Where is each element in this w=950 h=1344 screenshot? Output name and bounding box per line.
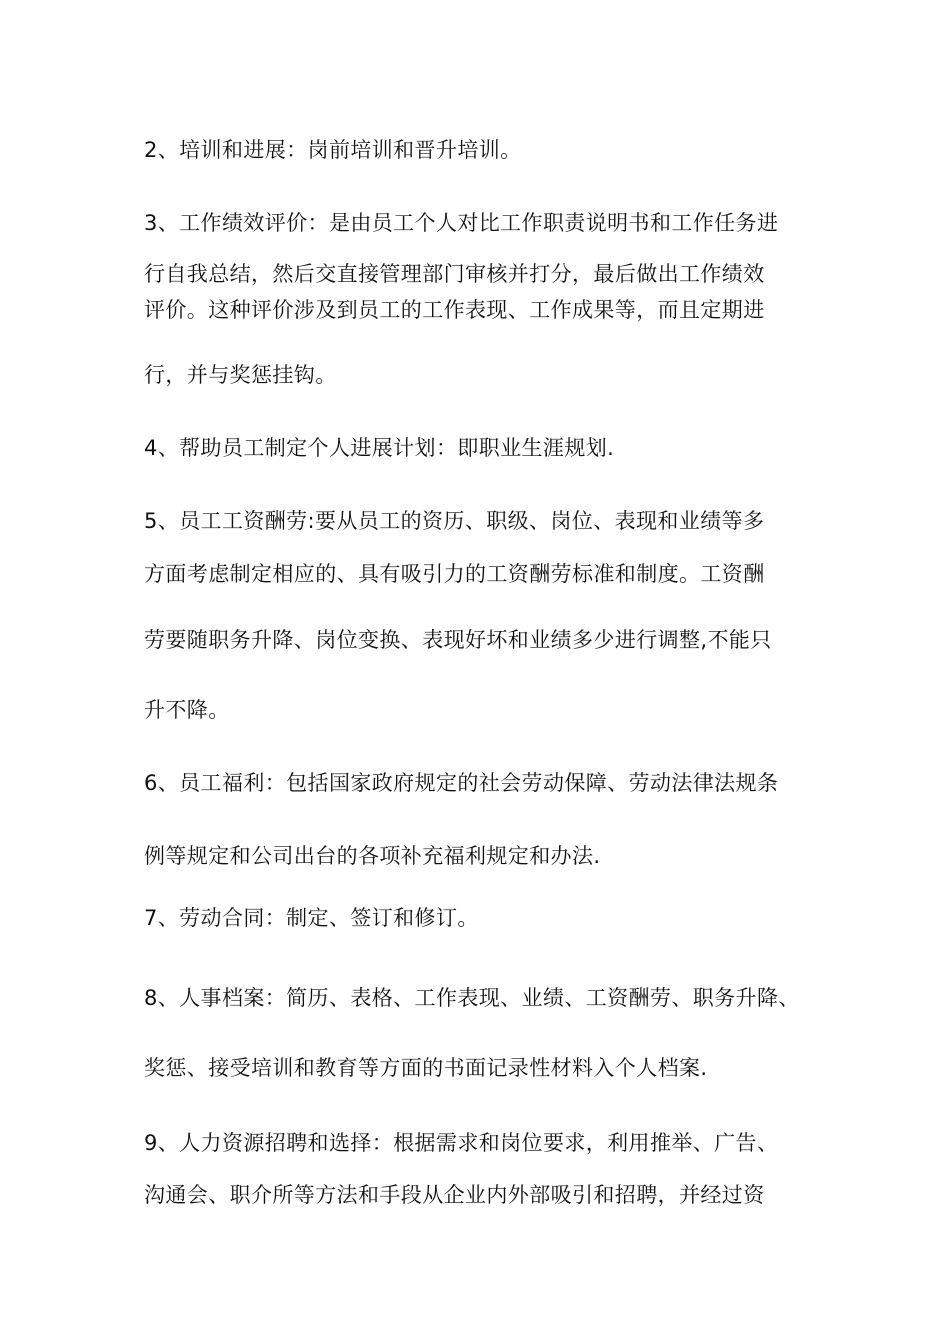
text-line: 3、工作绩效评价：是由员工个人对比工作职责说明书和工作任务进 <box>144 211 779 235</box>
text-line: 5、员工工资酬劳:要从员工的资历、职级、岗位、表现和业绩等多 <box>144 509 765 533</box>
text-line: 行自我总结，然后交直接管理部门审核并打分，最后做出工作绩效 <box>144 262 765 286</box>
text-line: 例等规定和公司出台的各项补充福利规定和办法. <box>144 844 601 868</box>
text-line: 沟通会、职介所等方法和手段从企业内外部吸引和招聘，并经过资 <box>144 1183 765 1207</box>
text-line: 方面考虑制定相应的、具有吸引力的工资酬劳标准和制度。工资酬 <box>144 562 765 586</box>
text-line: 奖惩、接受培训和教育等方面的书面记录性材料入个人档案. <box>144 1056 708 1080</box>
text-line: 7、劳动合同：制定、签订和修订。 <box>144 906 479 930</box>
text-line: 2、培训和进展：岗前培训和晋升培训。 <box>144 138 522 162</box>
text-line: 行，并与奖惩挂钩。 <box>144 363 337 387</box>
text-line: 升不降。 <box>144 698 230 722</box>
text-line: 4、帮助员工制定个人进展计划：即职业生涯规划. <box>144 436 615 460</box>
text-line: 9、人力资源招聘和选择：根据需求和岗位要求，利用推举、广告、 <box>144 1131 779 1155</box>
text-line: 劳要随职务升降、岗位变换、表现好坏和业绩多少进行调整,不能只 <box>144 628 772 652</box>
text-line: 评价。这种评价涉及到员工的工作表现、工作成果等，而且定期进 <box>144 298 765 322</box>
text-line: 8、人事档案：简历、表格、工作表现、业绩、工资酬劳、职务升降、 <box>144 986 800 1010</box>
text-line: 6、员工福利：包括国家政府规定的社会劳动保障、劳动法律法规条 <box>144 771 779 795</box>
